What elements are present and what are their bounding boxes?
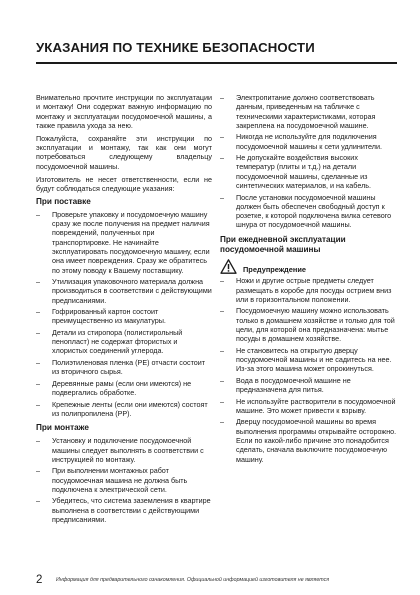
list-item-text: Проверьте упаковку и посудомоечную машину сразу же после получения на предмет наличия повреждений, полученных при транспортировке. Не начинайте эксплуатировать посудомоечную машину, если она имеет повреждения. Сразу же обратитесь по этому поводу к Вашему поставщику. — [52, 209, 210, 275]
list-item — [220, 397, 398, 416]
dash: – — [36, 277, 40, 287]
list-item-text: Крепежные ленты (если они имеются) состоят из полипропилена (PP). — [52, 399, 208, 418]
list-item — [36, 400, 212, 419]
page-title: УКАЗАНИЯ ПО ТЕХНИКЕ БЕЗОПАСНОСТИ — [36, 40, 315, 55]
dash: – — [220, 93, 224, 102]
list-item-text: Полиэтиленовая пленка (PE) отчасти состоит из вторичного сырья. — [52, 357, 206, 377]
intro-paragraph: Внимательно прочтите инструкции по эксплуатации и монтажу! Они содержат важную информацию по монтажу и эксплуатации посудомоечной машины, а также правила ухода за нею. — [36, 93, 212, 130]
list-item — [220, 93, 398, 130]
list-item — [220, 417, 398, 463]
right-column — [220, 93, 398, 466]
warning-block — [220, 259, 398, 274]
list-item-text: Посудомоечную машину можно использовать только в домашнем хозяйстве и только для той цели, для которой она предназначена: мытье посуды в домашнем хозяйстве. — [236, 306, 395, 344]
list-item — [36, 210, 212, 275]
list-item — [36, 358, 212, 377]
list-item — [36, 328, 212, 356]
dash: – — [220, 396, 224, 406]
list-item — [36, 307, 212, 326]
dash: – — [36, 357, 40, 367]
list-item-text: Гофрированный картон состоит преимущественно из макулатуры. — [52, 307, 166, 326]
dash: – — [36, 378, 40, 388]
daily-use-list — [220, 276, 398, 464]
daily-use-heading: При ежедневной эксплуатации посудомоечной машины — [220, 234, 346, 255]
dash: – — [36, 307, 40, 317]
list-item — [36, 436, 212, 464]
dash: – — [220, 153, 224, 163]
title-rule — [36, 62, 397, 64]
list-item-text: Не используйте растворители в посудомоечной машине. Это может привести к взрыву. — [236, 396, 396, 415]
installation-list — [36, 436, 212, 524]
list-item — [220, 276, 398, 304]
list-item-text: Утилизация упаковочного материала должна производиться в соответствии с действующими предписаниями. — [52, 277, 212, 305]
list-item-text: Не становитесь на открытую дверцу посудомоечной машины и не садитесь на нее. Из-за этого машина может опрокинуться. — [236, 345, 392, 374]
list-item-text: Не допускайте воздействия высоких температур (плиты и т.д.) на детали посудомоечной машины, сделанные из синтетических материалов, и на кабель. — [236, 153, 372, 191]
list-item-text: При выполнении монтажных работ посудомоечная машина не должна быть подключена к электрической сети. — [52, 466, 188, 494]
dash: – — [220, 192, 224, 202]
dash: – — [220, 306, 224, 316]
list-item — [36, 277, 212, 305]
delivery-list — [36, 210, 212, 418]
dash: – — [36, 327, 40, 337]
dash: – — [220, 132, 224, 142]
delivery-heading: При поставке — [36, 196, 91, 206]
list-item — [220, 346, 398, 374]
warning-label: Предупреждение — [243, 265, 306, 275]
list-item-text: Детали из стиропора (полистирольный пенопласт) не содержат фтористых и хлористых соединений углерода. — [52, 327, 183, 356]
list-item — [220, 193, 398, 230]
dash: – — [36, 466, 40, 476]
dash: – — [36, 496, 40, 506]
list-item-text: Электропитание должно соответствовать данным, приведенным на табличке с техническими характеристиками, которая закреплена на посудомоечной машине. — [236, 93, 376, 130]
list-item — [220, 153, 398, 190]
dash: – — [36, 209, 40, 219]
list-item — [220, 306, 398, 343]
dash: – — [220, 375, 224, 385]
dash: – — [36, 399, 40, 409]
list-item — [220, 132, 398, 151]
list-item-text: Убедитесь, что система заземления в квартире выполнена в соответствии с действующими предписаниями. — [52, 496, 211, 525]
intro-paragraph: Изготовитель не несет ответственности, если не будут соблюдаться следующие указания: — [36, 174, 212, 193]
list-item-text: Установку и подключение посудомоечной машины следует выполнять в соответствии с инструкцией по монтажу. — [52, 436, 204, 464]
electrical-list — [220, 93, 398, 230]
intro-paragraph: Пожалуйста, сохраняйте эти инструкции по эксплуатации и монтажу, так как они могут потребоваться следующему владельцу посудомоечной машины. — [36, 133, 212, 171]
list-item — [36, 379, 212, 398]
list-item — [36, 466, 212, 494]
page-number: 2 — [36, 574, 43, 586]
list-item — [36, 496, 212, 524]
list-item-text: Дверцу посудомоечной машины во время выполнения программы открывайте осторожно. Если по какой-либо причине это понадобится сделать, сначала выключите посудомоечную машину. — [236, 417, 397, 464]
left-column — [36, 93, 212, 527]
warning-icon — [220, 259, 237, 274]
dash: – — [220, 276, 224, 286]
list-item-text: Деревянные рамы (если они имеются) не подвергались обработке. — [52, 378, 192, 398]
list-item-text: После установки посудомоечной машины должен быть обеспечен свободный доступ к розетке, к которой подключена вилка сетевого шнура от посудомоечной машины. — [236, 192, 392, 230]
dash: – — [36, 436, 40, 446]
installation-heading: При монтаже — [36, 423, 89, 433]
dash: – — [220, 345, 224, 355]
list-item-text: Ножи и другие острые предметы следует размещать в коробе для посуды острием вниз или в горизонтальном положении. — [236, 276, 392, 304]
list-item — [220, 376, 398, 395]
list-item-text: Вода в посудомоечной машине не предназначена для питья. — [236, 375, 351, 395]
dash: – — [220, 417, 224, 427]
footer-note: Информация для предварительного ознакомления. Официальной информацией изготовителя не является — [56, 577, 330, 583]
list-item-text: Никогда не используйте для подключения посудомоечной машины к сети удлинители. — [236, 132, 383, 151]
